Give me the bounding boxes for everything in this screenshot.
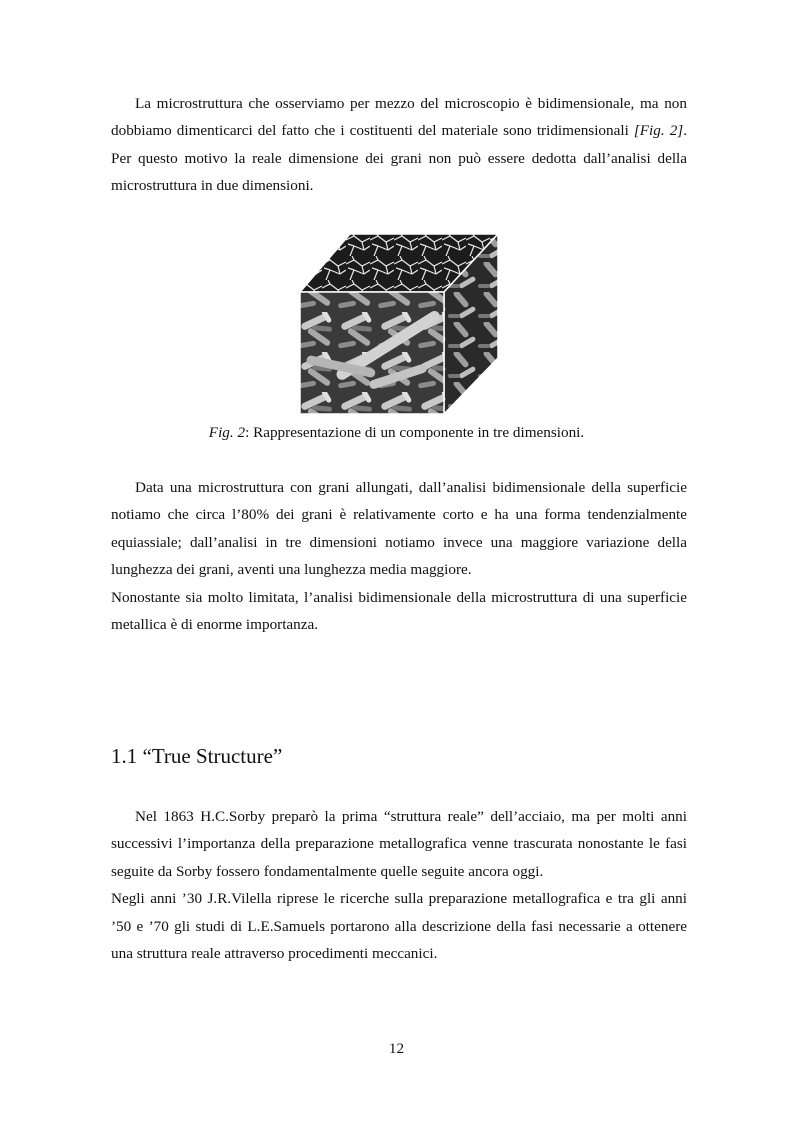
section-heading: 1.1 “True Structure” xyxy=(111,744,283,768)
figure-caption-label: Fig. 2 xyxy=(208,424,246,441)
figure-caption-text: : Rappresentazione di un componente in tre dimensioni. xyxy=(245,424,585,441)
paragraph-grains-text-2: Nonostante sia molto limitata, l’analisi bidimensionale della microstruttura di una superficie metallica è di enorme importanza. xyxy=(111,588,687,634)
paragraph-intro-text-b: . Per questo motivo la reale dimensione dei grani non può essere dedotta dall’analisi della microstruttura in due dimensioni. xyxy=(111,122,687,195)
paragraph-history-text-2: Negli anni ’30 J.R.Vilella riprese le ricerche sulla preparazione metallografica e tra gli anni ’50 e ’70 gli studi di L.E.Samuels portarono alla descrizione della fasi necessarie a ottenere una struttura reale attraverso procedimenti meccanici. xyxy=(111,890,687,963)
paragraph-intro xyxy=(111,90,687,200)
paragraph-history-text: Nel 1863 H.C.Sorby preparò la prima “struttura reale” dell’acciaio, ma per molti anni successivi l’importanza della preparazione metallografica venne trascurata nonostante le fasi seguite da Sorby fossero fondamentalmente quelle seguite ancora oggi. xyxy=(111,808,687,880)
paragraph-grains-text: Data una microstruttura con grani allungati, dall’analisi bidimensionale della superficie notiamo che circa l’80% dei grani è relativamente corto e ha una forma tendenzialmente equiassiale; dall’analisi in tre dimensioni notiamo invece una maggiore variazione della lunghezza dei grani, aventi una lunghezza media maggiore. xyxy=(111,479,687,579)
paragraph-history xyxy=(111,803,687,967)
paragraph-grains xyxy=(111,474,687,638)
microstructure-cube-image xyxy=(298,232,498,414)
paragraph-intro-text-a: La microstruttura che osserviamo per mezzo del microscopio è bidimensionale, ma non dobbiamo dimenticarci del fatto che i costituenti del materiale sono tridimensionali xyxy=(111,95,687,140)
figure-reference: [Fig. 2] xyxy=(633,122,684,140)
figure-caption xyxy=(0,424,793,442)
page-number: 12 xyxy=(388,1040,405,1057)
